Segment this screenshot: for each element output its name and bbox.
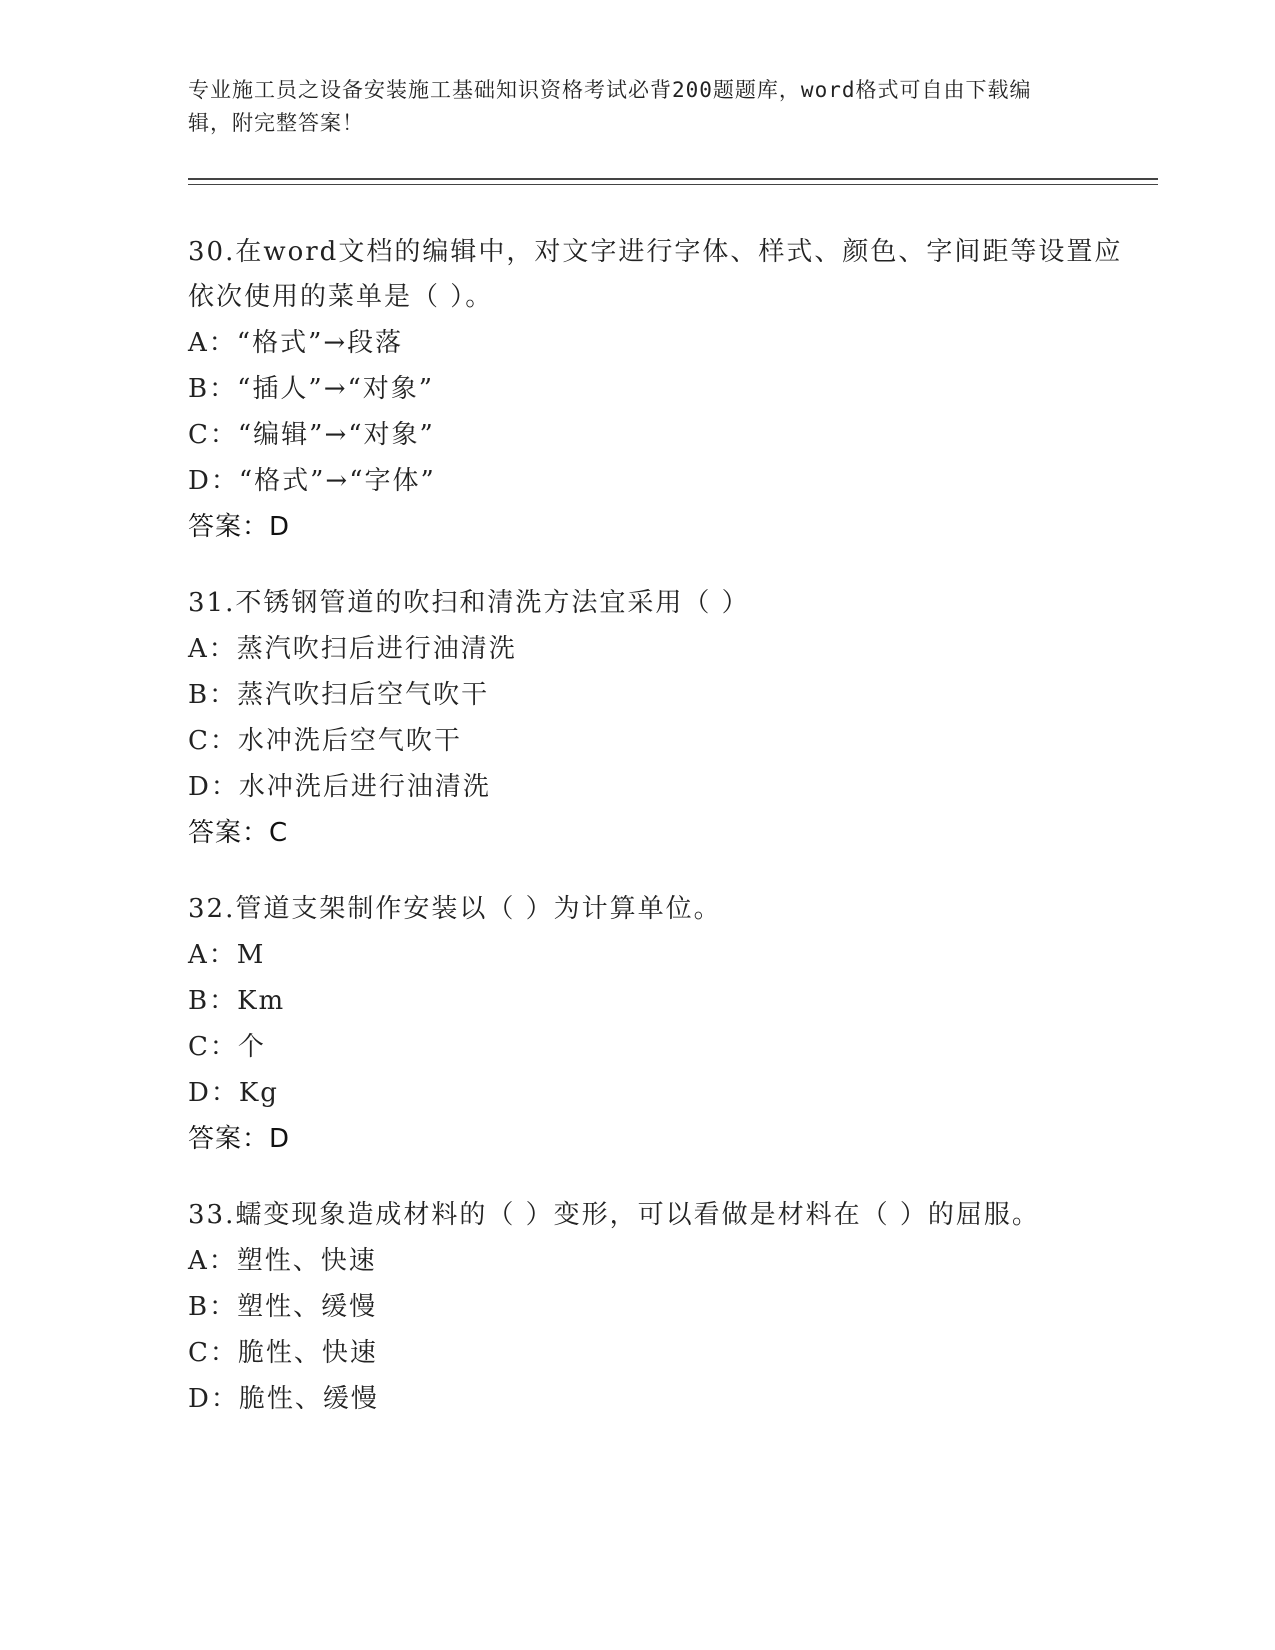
- answer-line: 答案：C: [188, 818, 289, 848]
- question-32: [188, 887, 1128, 1162]
- option-b: B：蒸汽吹扫后空气吹干: [188, 680, 490, 710]
- option-c: C：水冲洗后空气吹干: [188, 726, 462, 756]
- option-a: A：蒸汽吹扫后进行油清洗: [188, 634, 517, 664]
- question-31: [188, 581, 1128, 856]
- answer-line: 答案：D: [188, 512, 291, 542]
- option-a: A：塑性、快速: [188, 1246, 377, 1276]
- option-c: C：“编辑”→“对象”: [188, 420, 435, 450]
- question-stem: 33.蠕变现象造成材料的（ ）变形，可以看做是材料在（ ）的屈服。: [188, 1200, 1040, 1230]
- question-stem: 32.管道支架制作安装以（ ）为计算单位。: [188, 894, 722, 924]
- document-intro: 专业施工员之设备安装施工基础知识资格考试必背200题题库，word格式可自由下载编辑，附完整答案！: [188, 78, 1032, 135]
- option-b: B：Km: [188, 986, 286, 1016]
- option-d: D：“格式”→“字体”: [188, 466, 436, 496]
- question-stem: 31.不锈钢管道的吹扫和清洗方法宜采用（ ）: [188, 588, 750, 618]
- question-stem: 30.在word文档的编辑中，对文字进行字体、样式、颜色、字间距等设置应依次使用的菜单是（ ）。: [188, 237, 1123, 312]
- header-divider-thin: [188, 184, 1158, 185]
- option-c: C：脆性、快速: [188, 1338, 378, 1368]
- option-d: D：Kg: [188, 1078, 279, 1108]
- question-list: [188, 230, 1128, 1453]
- option-a: A：M: [188, 940, 266, 970]
- option-d: D：脆性、缓慢: [188, 1384, 379, 1414]
- option-c: C：个: [188, 1032, 266, 1062]
- question-30: [188, 230, 1128, 550]
- option-b: B：塑性、缓慢: [188, 1292, 378, 1322]
- question-33: [188, 1193, 1128, 1422]
- answer-line: 答案：D: [188, 1124, 291, 1154]
- option-d: D：水冲洗后进行油清洗: [188, 772, 491, 802]
- option-b: B：“插人”→“对象”: [188, 374, 435, 404]
- option-a: A：“格式”→段落: [188, 328, 404, 358]
- header-divider-thick: [188, 178, 1158, 180]
